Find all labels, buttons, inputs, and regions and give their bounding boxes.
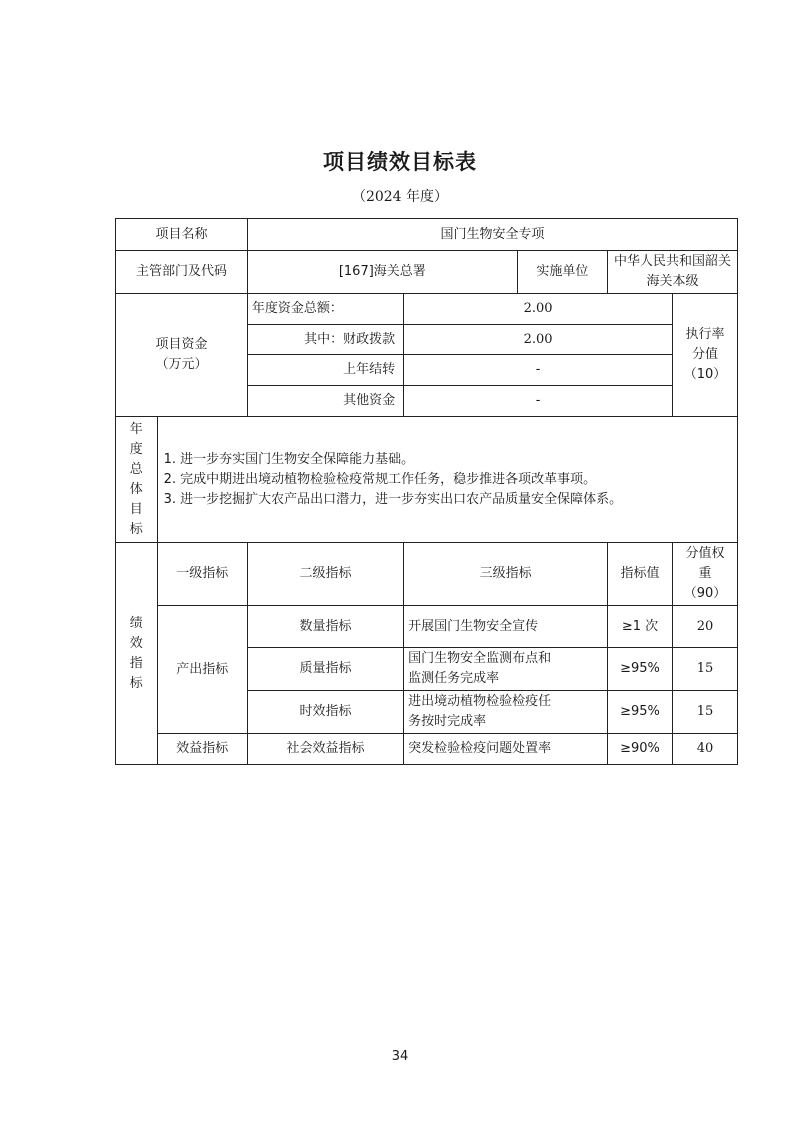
benefit-indicator-label: 效益指标 [157,734,247,765]
goal-item: 3. 进一步挖掘扩大农产品出口潜力，进一步夯实出口农产品质量安全保障体系。 [163,491,623,507]
level2-cell: 数量指标 [247,606,403,648]
level3-header: 三级指标 [404,543,608,606]
department-value: [167]海关总署 [247,251,517,294]
performance-label: 绩 效 指 标 [116,543,158,765]
level2-cell: 质量指标 [247,648,403,691]
level3-cell: 进出境动植物检验检疫任 务按时完成率 [404,691,608,734]
level3-cell: 开展国门生物安全宣传 [404,606,608,648]
indicator-value-cell: ≥95% [608,648,673,691]
weight-header: 分值权 重 （90） [672,543,737,606]
funds-label: 项目资金 （万元） [116,294,248,417]
implementer-label: 实施单位 [517,251,607,294]
weight-cell: 40 [672,734,737,765]
level2-cell: 社会效益指标 [247,734,403,765]
department-label: 主管部门及代码 [116,251,248,294]
performance-table [115,218,738,765]
indicator-value-cell: ≥90% [608,734,673,765]
other-funds-label: 其他资金 [247,386,403,417]
other-funds-value: - [404,386,673,417]
level2-header: 二级指标 [247,543,403,606]
level2-cell: 时效指标 [247,691,403,734]
implementer-value: 中华人民共和国韶关 海关本级 [608,251,738,294]
indicator-value-header: 指标值 [608,543,673,606]
annual-goals [157,417,737,543]
table-row [116,606,738,648]
exec-rate-label: 执行率 分值 （10） [672,294,737,417]
annual-total-value: 2.00 [404,294,673,325]
weight-cell: 15 [672,648,737,691]
project-name-label: 项目名称 [116,219,248,251]
fiscal-label: 其中：财政拨款 [247,325,403,355]
level1-header: 一级指标 [157,543,247,606]
annual-goal-label: 年 度 总 体 目 标 [116,417,158,543]
carryover-label: 上年结转 [247,355,403,386]
goal-item: 2. 完成中期进出境动植物检验检疫常规工作任务，稳步推进各项改革事项。 [163,471,597,487]
table-row [116,734,738,765]
year-subtitle: （2024 年度） [351,189,449,205]
page-title: 项目绩效目标表 [323,150,477,174]
output-indicator-label: 产出指标 [157,606,247,734]
weight-cell: 20 [672,606,737,648]
project-name-value: 国门生物安全专项 [247,219,737,251]
indicator-value-cell: ≥1 次 [608,606,673,648]
level3-cell: 国门生物安全监测布点和 监测任务完成率 [404,648,608,691]
goal-item: 1. 进一步夯实国门生物安全保障能力基础。 [163,451,415,467]
level3-cell: 突发检验检疫问题处置率 [404,734,608,765]
annual-total-label: 年度资金总额： [247,294,403,325]
fiscal-value: 2.00 [404,325,673,355]
weight-cell: 15 [672,691,737,734]
page-number: 34 [391,1049,409,1064]
indicator-value-cell: ≥95% [608,691,673,734]
carryover-value: - [404,355,673,386]
